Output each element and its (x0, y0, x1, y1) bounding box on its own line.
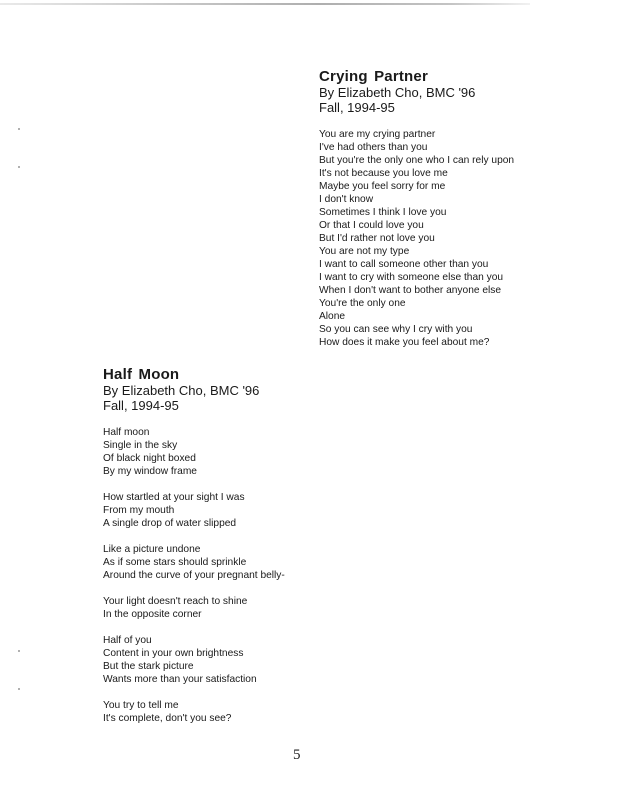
poem-line: Or that I could love you (319, 220, 424, 231)
poem-line: Maybe you feel sorry for me (319, 181, 446, 192)
poem-line: You try to tell me (103, 700, 179, 711)
poem-date: Fall, 1994-95 (319, 100, 395, 115)
stanza (319, 128, 514, 349)
poem-line: Like a picture undone (103, 544, 201, 555)
poem-title: Crying Partner (319, 68, 428, 85)
poem-line: You are not my type (319, 246, 410, 257)
poem-line: How does it make you feel about me? (319, 337, 490, 348)
poem-line: So you can see why I cry with you (319, 324, 473, 335)
poem-byline: By Elizabeth Cho, BMC '96 (319, 85, 476, 100)
poem-line: When I don't want to bother anyone else (319, 285, 502, 296)
poem-line: Sometimes I think I love you (319, 207, 447, 218)
poem-title: Half Moon (103, 366, 180, 383)
scan-artifact-top-edge (0, 3, 530, 5)
poem-body (103, 426, 285, 725)
poem-line: Alone (319, 311, 346, 322)
poem-half-moon (103, 366, 285, 738)
poem-line: You're the only one (319, 298, 406, 309)
stanza (103, 491, 285, 530)
stanza (103, 634, 285, 686)
poem-line: It's not because you love me (319, 168, 448, 179)
poem-byline: By Elizabeth Cho, BMC '96 (103, 383, 260, 398)
poem-line: I've had others than you (319, 142, 428, 153)
scan-speck (18, 688, 20, 690)
poem-line: Of black night boxed (103, 453, 196, 464)
poem-crying-partner (319, 68, 514, 362)
poem-line: You are my crying partner (319, 129, 436, 140)
poem-line: I want to cry with someone else than you (319, 272, 504, 283)
poem-line: Your light doesn't reach to shine (103, 596, 248, 607)
poem-line: It's complete, don't you see? (103, 713, 232, 724)
poem-line: How startled at your sight I was (103, 492, 245, 503)
poem-body (319, 128, 514, 349)
scan-speck (18, 166, 20, 168)
scan-speck (18, 128, 20, 130)
poem-line: Around the curve of your pregnant belly- (103, 570, 285, 581)
poem-line: Single in the sky (103, 440, 178, 451)
poem-line: Half moon (103, 427, 150, 438)
poem-line: But I'd rather not love you (319, 233, 435, 244)
poem-line: As if some stars should sprinkle (103, 557, 247, 568)
poem-line: In the opposite corner (103, 609, 202, 620)
poem-line: By my window frame (103, 466, 197, 477)
stanza (103, 543, 285, 582)
page-number: 5 (293, 747, 301, 763)
poem-date: Fall, 1994-95 (103, 398, 179, 413)
stanza (103, 426, 285, 478)
scan-speck (18, 650, 20, 652)
poem-line: From my mouth (103, 505, 175, 516)
poem-line: I want to call someone other than you (319, 259, 489, 270)
stanza (103, 595, 285, 621)
poem-line: But you're the only one who I can rely upon (319, 155, 515, 166)
poem-line: Wants more than your satisfaction (103, 674, 257, 685)
poem-line: A single drop of water slipped (103, 518, 237, 529)
poem-line: Half of you (103, 635, 152, 646)
poem-line: I don't know (319, 194, 374, 205)
poem-line: Content in your own brightness (103, 648, 244, 659)
poem-line: But the stark picture (103, 661, 194, 672)
stanza (103, 699, 285, 725)
